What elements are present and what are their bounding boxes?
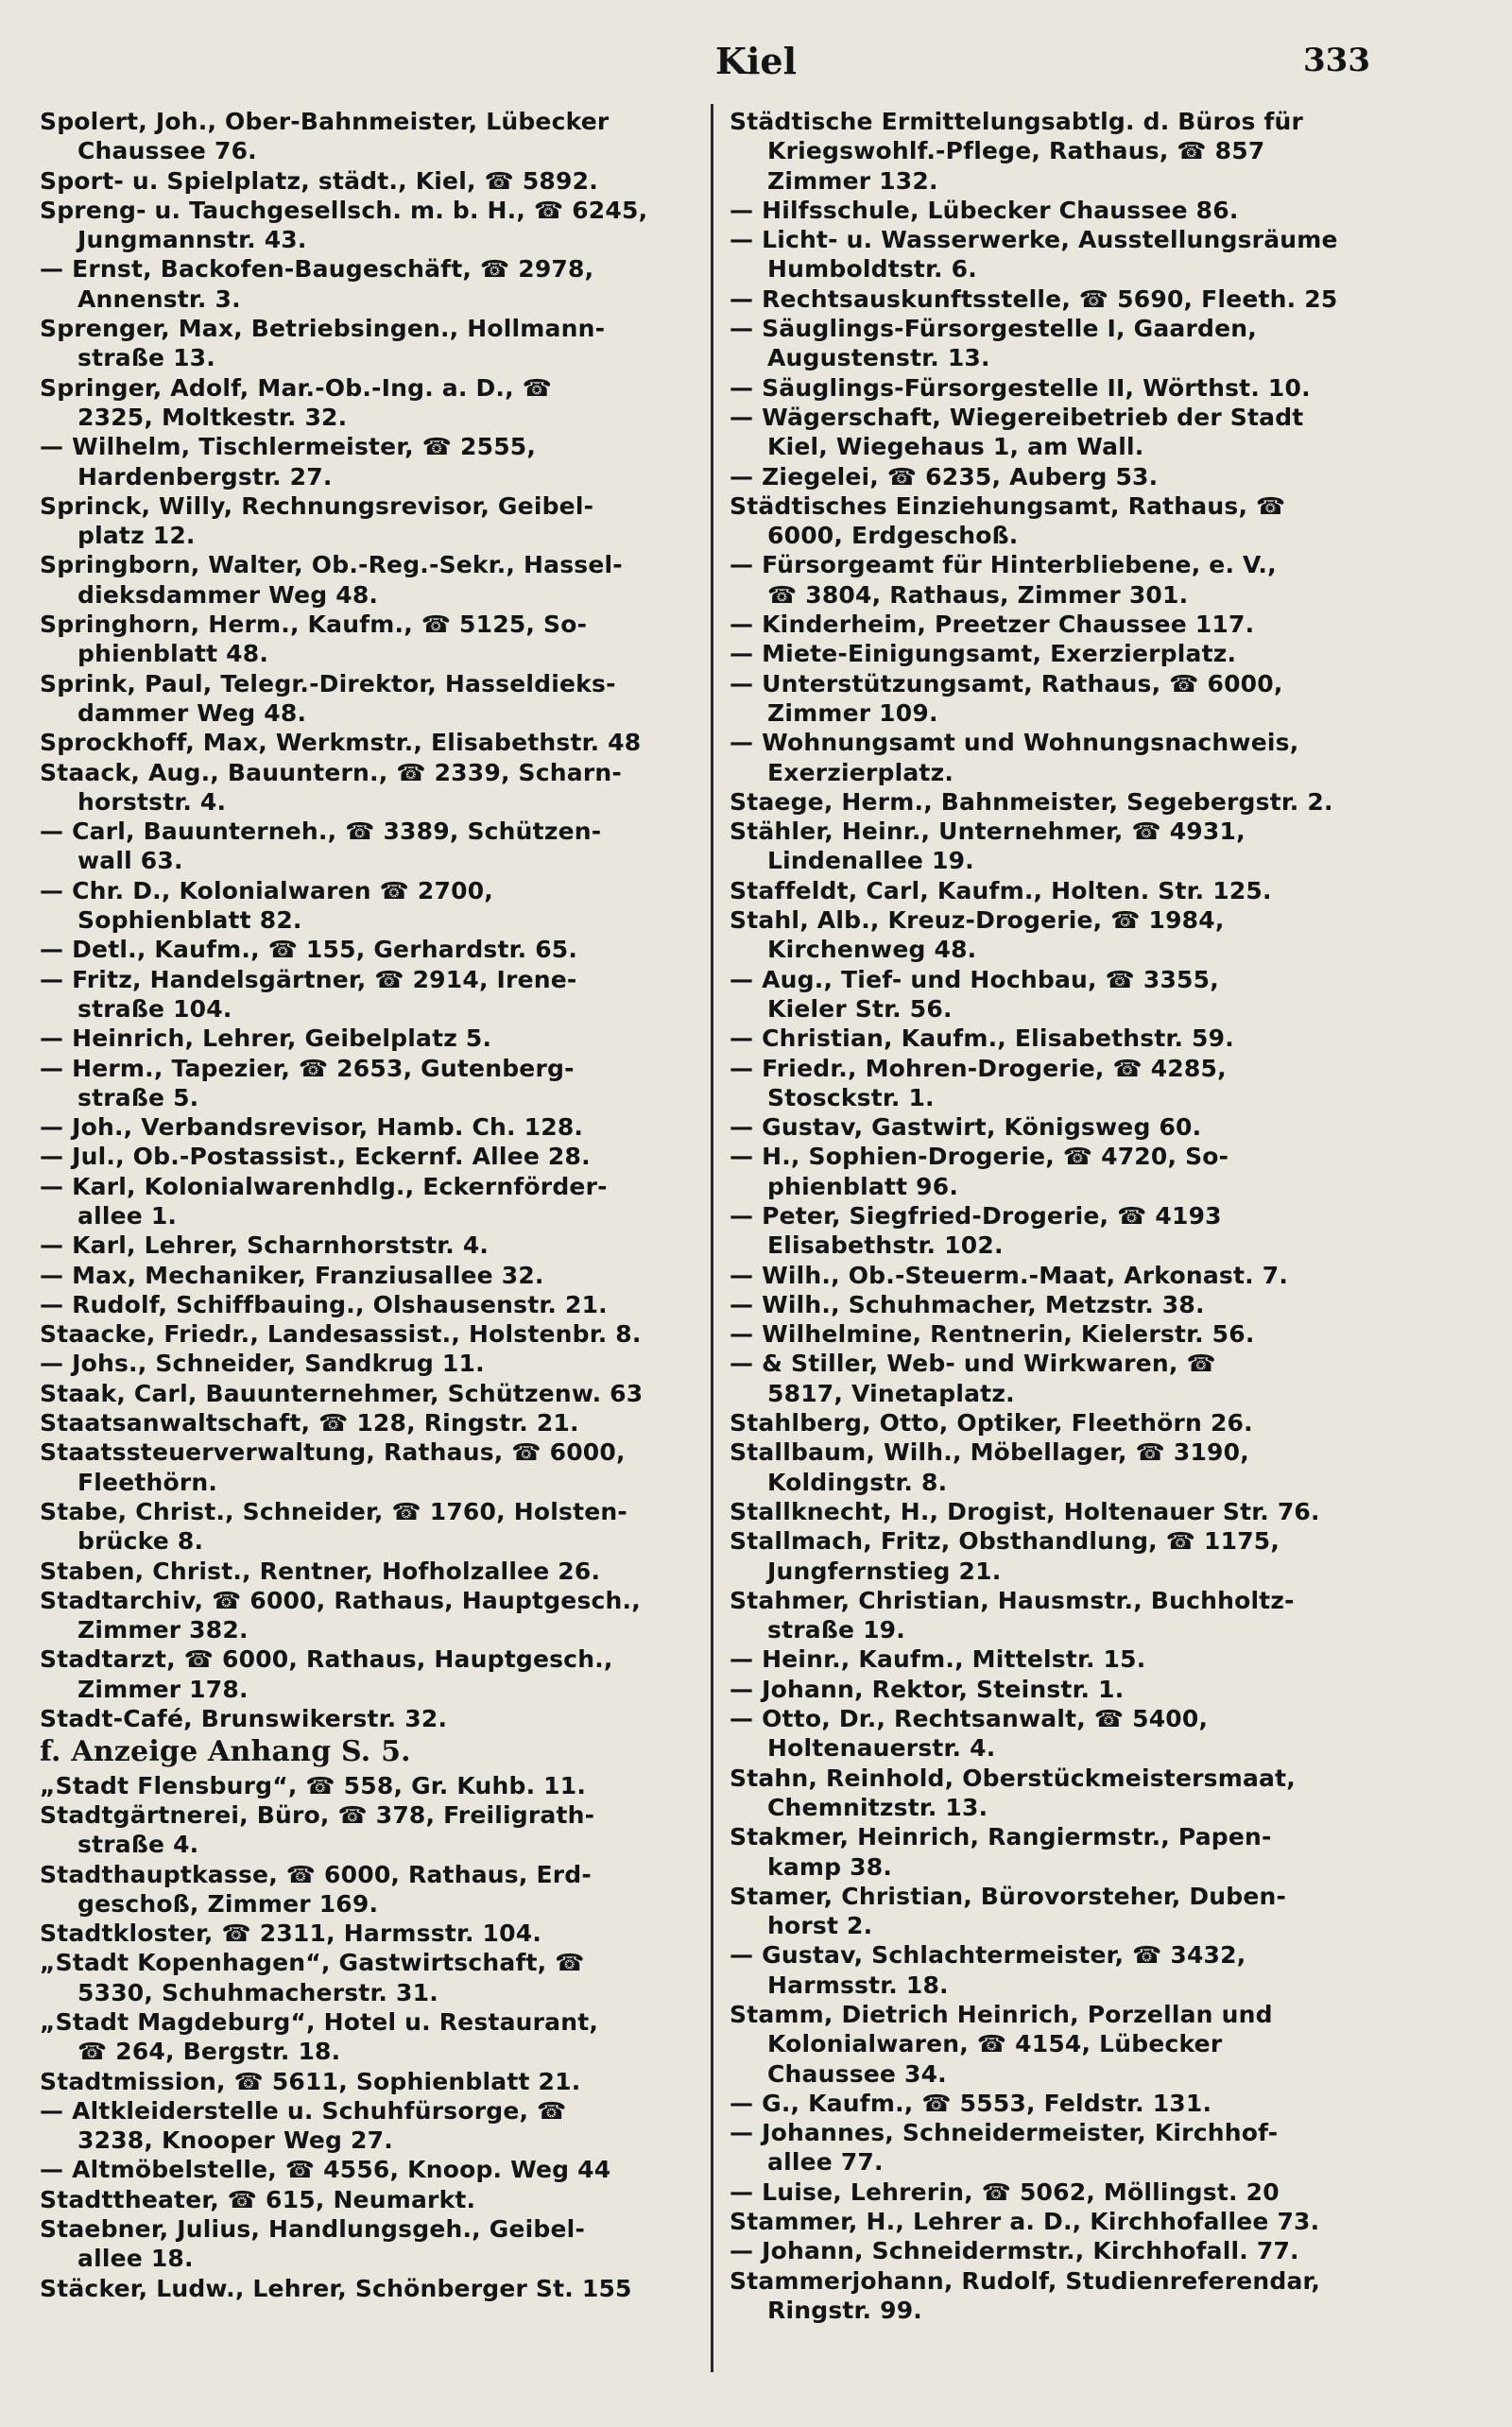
entry-line: „Stadt Flensburg“, ☎ 558, Gr. Kuhb. 11. bbox=[40, 1771, 587, 1799]
entry-continuation: phienblatt 96. bbox=[767, 1172, 959, 1200]
entry-line: Stadthauptkasse, ☎ 6000, Rathaus, Erd- bbox=[40, 1860, 592, 1888]
entry-line: Stallknecht, H., Drogist, Holtenauer Str. 76. bbox=[730, 1497, 1320, 1525]
entry-continuation: Jungfernstieg 21. bbox=[767, 1557, 1002, 1585]
directory-entry bbox=[730, 1024, 1410, 1053]
entry-line: — Säuglings-Fürsorgestelle I, Gaarden, bbox=[730, 315, 1257, 343]
entry-continuation: geschoß, Zimmer 169. bbox=[77, 1889, 379, 1918]
entry-continuation: straße 4. bbox=[77, 1831, 199, 1859]
directory-entry bbox=[730, 1822, 1410, 1882]
entry-continuation: Stosckstr. 1. bbox=[767, 1083, 935, 1111]
entry-line: Staacke, Friedr., Landesassist., Holstenbr. 8. bbox=[40, 1320, 642, 1349]
entry-line: — Fürsorgeamt für Hinterbliebene, e. V., bbox=[730, 551, 1277, 579]
entry-line: Staebner, Julius, Handlungsgeh., Geibel- bbox=[40, 2215, 586, 2244]
page-header bbox=[0, 40, 1512, 96]
directory-entry bbox=[730, 1497, 1410, 1526]
entry-line: Stadtgärtnerei, Büro, ☎ 378, Freiligrath- bbox=[40, 1800, 595, 1829]
directory-entry bbox=[730, 107, 1410, 196]
directory-entry bbox=[730, 1290, 1410, 1319]
directory-entry bbox=[40, 758, 701, 818]
entry-continuation: Kiel, Wiegehaus 1, am Wall. bbox=[767, 433, 1144, 461]
directory-entry bbox=[730, 1882, 1410, 1941]
directory-entry bbox=[730, 1319, 1410, 1349]
entry-line: Staack, Aug., Bauuntern., ☎ 2339, Scharn- bbox=[40, 758, 622, 786]
directory-entry bbox=[40, 1704, 701, 1733]
directory-entry bbox=[730, 2236, 1410, 2265]
entry-line: Staben, Christ., Rentner, Hofholzallee 26. bbox=[40, 1557, 601, 1585]
entry-continuation: straße 19. bbox=[767, 1616, 905, 1644]
directory-entry bbox=[40, 728, 701, 757]
entry-line: Stabe, Christ., Schneider, ☎ 1760, Holsten- bbox=[40, 1497, 627, 1525]
entry-line: — Luise, Lehrerin, ☎ 5062, Möllingst. 20 bbox=[730, 2177, 1280, 2206]
directory-entry bbox=[730, 817, 1410, 876]
entry-line: — Gustav, Gastwirt, Königsweg 60. bbox=[730, 1113, 1202, 1142]
entry-continuation: Exerzierplatz. bbox=[767, 758, 954, 786]
entry-line: — Kinderheim, Preetzer Chaussee 117. bbox=[730, 611, 1255, 639]
directory-entry bbox=[730, 2118, 1410, 2177]
directory-entry bbox=[40, 2185, 701, 2214]
directory-entry bbox=[40, 1379, 701, 1408]
entry-continuation: Chemnitzstr. 13. bbox=[767, 1793, 988, 1821]
entry-continuation: 3238, Knooper Weg 27. bbox=[77, 2126, 393, 2155]
entry-line: — Miete-Einigungsamt, Exerzierplatz. bbox=[730, 640, 1237, 668]
entry-continuation: Zimmer 382. bbox=[77, 1616, 249, 1644]
directory-entry bbox=[40, 2007, 701, 2067]
directory-entry bbox=[40, 491, 701, 551]
directory-entry bbox=[730, 314, 1410, 373]
directory-entry bbox=[40, 876, 701, 936]
entry-line: — Wilh., Ob.-Steuerm.-Maat, Arkonast. 7. bbox=[730, 1261, 1289, 1289]
directory-entry bbox=[40, 1437, 701, 1497]
directory-entry bbox=[730, 1437, 1410, 1497]
directory-entry bbox=[40, 669, 701, 729]
directory-entry bbox=[40, 1142, 701, 1171]
directory-entry bbox=[40, 1948, 701, 2007]
entry-line: Stakmer, Heinrich, Rangiermstr., Papen- bbox=[730, 1823, 1272, 1851]
entry-continuation: straße 104. bbox=[77, 994, 232, 1023]
entry-continuation: Elisabethstr. 102. bbox=[767, 1231, 1004, 1260]
entry-continuation: allee 1. bbox=[77, 1201, 178, 1230]
entry-line: — Detl., Kaufm., ☎ 155, Gerhardstr. 65. bbox=[40, 936, 578, 964]
entry-continuation: Kieler Str. 56. bbox=[767, 994, 953, 1023]
directory-entry bbox=[40, 1349, 701, 1378]
entry-line: — Altmöbelstelle, ☎ 4556, Knoop. Weg 44 bbox=[40, 2156, 611, 2184]
entry-continuation: 2325, Moltkestr. 32. bbox=[77, 403, 348, 431]
directory-entry bbox=[730, 1054, 1410, 1113]
entry-line: Staak, Carl, Bauunternehmer, Schützenw. 63 bbox=[40, 1379, 644, 1407]
entry-line: Springer, Adolf, Mar.-Ob.-Ing. a. D., ☎ bbox=[40, 373, 553, 402]
entry-line: — Hilfsschule, Lübecker Chaussee 86. bbox=[730, 196, 1239, 224]
entry-continuation: Holtenauerstr. 4. bbox=[767, 1734, 996, 1763]
directory-entry bbox=[730, 876, 1410, 905]
entry-continuation: Zimmer 178. bbox=[77, 1675, 249, 1703]
entry-continuation: Zimmer 109. bbox=[767, 698, 938, 727]
page-number: 333 bbox=[1303, 42, 1370, 79]
entry-line: Stahl, Alb., Kreuz-Drogerie, ☎ 1984, bbox=[730, 906, 1225, 935]
directory-entry bbox=[40, 1771, 701, 1800]
entry-line: — Gustav, Schlachtermeister, ☎ 3432, bbox=[730, 1941, 1246, 1970]
directory-entry bbox=[40, 254, 701, 314]
entry-line: — Altkleiderstelle u. Schuhfürsorge, ☎ bbox=[40, 2096, 567, 2125]
entry-continuation: platz 12. bbox=[77, 522, 196, 550]
directory-entry bbox=[40, 1261, 701, 1290]
directory-entry bbox=[730, 403, 1410, 462]
directory-entry bbox=[40, 550, 701, 610]
entry-continuation: 6000, Erdgeschoß. bbox=[767, 522, 1019, 550]
directory-entry bbox=[40, 2274, 701, 2303]
entry-line: Sprenger, Max, Betriebsingen., Hollmann- bbox=[40, 315, 606, 343]
entry-line: Städtisches Einziehungsamt, Rathaus, ☎ bbox=[730, 491, 1286, 520]
directory-entry bbox=[730, 550, 1410, 610]
directory-entry bbox=[730, 373, 1410, 403]
entry-continuation: Kriegswohlf.-Pflege, Rathaus, ☎ 857 bbox=[767, 137, 1265, 165]
entry-continuation: Sophienblatt 82. bbox=[77, 906, 302, 935]
directory-entry bbox=[40, 107, 701, 166]
left-column bbox=[40, 107, 701, 2303]
entry-line: — Ziegelei, ☎ 6235, Auberg 53. bbox=[730, 462, 1159, 491]
directory-entry bbox=[730, 1201, 1410, 1261]
entry-line: — Johann, Rektor, Steinstr. 1. bbox=[730, 1675, 1125, 1703]
entry-line: Stadtarzt, ☎ 6000, Rathaus, Hauptgesch., bbox=[40, 1645, 613, 1674]
directory-entry bbox=[730, 1526, 1410, 1586]
entry-line: Stadt-Café, Brunswikerstr. 32. bbox=[40, 1705, 448, 1733]
directory-entry bbox=[40, 166, 701, 196]
entry-continuation: dieksdammer Weg 48. bbox=[77, 580, 379, 609]
directory-entry bbox=[730, 1644, 1410, 1674]
entry-line: — Otto, Dr., Rechtsanwalt, ☎ 5400, bbox=[730, 1705, 1209, 1733]
directory-entry bbox=[730, 639, 1410, 668]
entry-line: Spolert, Joh., Ober-Bahnmeister, Lübecker bbox=[40, 108, 610, 135]
entry-continuation: Jungmannstr. 43. bbox=[77, 226, 307, 254]
directory-entry bbox=[40, 2096, 701, 2156]
entry-line: — Karl, Lehrer, Scharnhorststr. 4. bbox=[40, 1231, 490, 1260]
right-column bbox=[730, 107, 1410, 2325]
entry-line: Stamer, Christian, Bürovorsteher, Duben- bbox=[730, 1882, 1287, 1910]
directory-entry bbox=[40, 610, 701, 669]
entry-line: Stammerjohann, Rudolf, Studienreferendar, bbox=[730, 2266, 1321, 2295]
entry-line: — Peter, Siegfried-Drogerie, ☎ 4193 bbox=[730, 1201, 1222, 1230]
entry-line: — Säuglings-Fürsorgestelle II, Wörthst. 10. bbox=[730, 373, 1311, 402]
column-divider bbox=[711, 104, 713, 2372]
city-heading: Kiel bbox=[714, 40, 798, 82]
entry-line: — Carl, Bauunterneh., ☎ 3389, Schützen- bbox=[40, 818, 602, 846]
entry-line: Stallbaum, Wilh., Möbellager, ☎ 3190, bbox=[730, 1438, 1249, 1467]
directory-entry bbox=[40, 1586, 701, 1645]
entry-continuation: Hardenbergstr. 27. bbox=[77, 462, 333, 491]
directory-entry bbox=[730, 491, 1410, 551]
entry-continuation: horst 2. bbox=[767, 1912, 873, 1940]
entry-continuation: Lindenallee 19. bbox=[767, 847, 974, 875]
directory-entry bbox=[730, 1142, 1410, 1201]
directory-entry bbox=[730, 1112, 1410, 1142]
directory-entry bbox=[730, 905, 1410, 965]
directory-entry bbox=[730, 1349, 1410, 1408]
directory-entry bbox=[730, 1675, 1410, 1704]
entry-continuation: straße 13. bbox=[77, 344, 215, 372]
entry-line: Sprockhoff, Max, Werkmstr., Elisabethstr. 48 bbox=[40, 729, 642, 757]
entry-line: Stahmer, Christian, Hausmstr., Buchholtz- bbox=[730, 1586, 1295, 1614]
directory-entry bbox=[40, 373, 701, 433]
directory-entry bbox=[40, 2214, 701, 2274]
directory-entry bbox=[730, 1408, 1410, 1437]
directory-entry bbox=[40, 2067, 701, 2096]
directory-entry bbox=[730, 728, 1410, 787]
entry-line: — Rudolf, Schiffbauing., Olshausenstr. 21. bbox=[40, 1290, 608, 1318]
entry-continuation: Augustenstr. 13. bbox=[767, 344, 990, 372]
entry-line: Spreng- u. Tauchgesellsch. m. b. H., ☎ 6245, bbox=[40, 196, 648, 224]
directory-entry bbox=[730, 1586, 1410, 1645]
directory-entry bbox=[40, 1054, 701, 1113]
directory-entry bbox=[40, 1290, 701, 1319]
entry-line: — Unterstützungsamt, Rathaus, ☎ 6000, bbox=[730, 669, 1283, 697]
entry-line: — Heinr., Kaufm., Mittelstr. 15. bbox=[730, 1645, 1146, 1674]
directory-entry bbox=[40, 1319, 701, 1349]
entry-continuation: Kolonialwaren, ☎ 4154, Lübecker bbox=[767, 2030, 1223, 2058]
entry-continuation: Fleethörn. bbox=[77, 1468, 218, 1496]
directory-entry bbox=[730, 225, 1410, 284]
entry-continuation: dammer Weg 48. bbox=[77, 698, 307, 727]
entry-line: — Joh., Verbandsrevisor, Hamb. Ch. 128. bbox=[40, 1113, 584, 1142]
entry-line: Staatsanwaltschaft, ☎ 128, Ringstr. 21. bbox=[40, 1409, 579, 1437]
directory-entry bbox=[730, 787, 1410, 817]
entry-line: Staege, Herm., Bahnmeister, Segebergstr. 2. bbox=[730, 787, 1333, 816]
entry-continuation: wall 63. bbox=[77, 847, 183, 875]
directory-entry bbox=[730, 669, 1410, 729]
directory-entry bbox=[40, 2155, 701, 2184]
entry-line: „Stadt Kopenhagen“, Gastwirtschaft, ☎ bbox=[40, 1949, 585, 1977]
entry-line: — Christian, Kaufm., Elisabethstr. 59. bbox=[730, 1024, 1234, 1053]
entry-line: — Karl, Kolonialwarenhdlg., Eckernförder- bbox=[40, 1172, 608, 1200]
directory-entry bbox=[40, 196, 701, 255]
entry-line: Stadttheater, ☎ 615, Neumarkt. bbox=[40, 2185, 476, 2213]
directory-entry bbox=[730, 196, 1410, 225]
entry-continuation: horststr. 4. bbox=[77, 787, 227, 816]
entry-line: Springhorn, Herm., Kaufm., ☎ 5125, So- bbox=[40, 611, 588, 639]
directory-entry bbox=[730, 2207, 1410, 2236]
entry-continuation: straße 5. bbox=[77, 1083, 199, 1111]
entry-line: Städtische Ermittelungsabtlg. d. Büros für bbox=[730, 108, 1304, 135]
entry-line: Staatssteuerverwaltung, Rathaus, ☎ 6000, bbox=[40, 1438, 626, 1467]
entry-continuation: Zimmer 132. bbox=[767, 166, 938, 195]
entry-continuation: Ringstr. 99. bbox=[767, 2296, 922, 2324]
entry-continuation: 5330, Schuhmacherstr. 31. bbox=[77, 1978, 438, 2006]
entry-line: — Rechtsauskunftsstelle, ☎ 5690, Fleeth. 25 bbox=[730, 284, 1338, 313]
directory-entry bbox=[40, 432, 701, 491]
directory-entry bbox=[730, 1764, 1410, 1823]
entry-line: — Herm., Tapezier, ☎ 2653, Gutenberg- bbox=[40, 1054, 575, 1082]
directory-entry bbox=[40, 1919, 701, 1948]
directory-entry bbox=[40, 1497, 701, 1557]
entry-line: „Stadt Magdeburg“, Hotel u. Restaurant, bbox=[40, 2008, 599, 2036]
entry-continuation: Annenstr. 3. bbox=[77, 284, 241, 313]
entry-line: Stahn, Reinhold, Oberstückmeistersmaat, bbox=[730, 1764, 1296, 1792]
entry-line: — G., Kaufm., ☎ 5553, Feldstr. 131. bbox=[730, 2089, 1212, 2117]
entry-line: Stamm, Dietrich Heinrich, Porzellan und bbox=[730, 2001, 1273, 2028]
entry-continuation: Kirchenweg 48. bbox=[767, 936, 977, 964]
entry-line: — Wohnungsamt und Wohnungsnachweis, bbox=[730, 729, 1299, 757]
entry-continuation: brücke 8. bbox=[77, 1527, 204, 1556]
directory-entry bbox=[40, 1733, 701, 1770]
entry-continuation: allee 18. bbox=[77, 2245, 194, 2273]
directory-entry bbox=[730, 284, 1410, 314]
entry-continuation: ☎ 264, Bergstr. 18. bbox=[77, 2038, 341, 2066]
directory-entry bbox=[40, 1557, 701, 1586]
entry-continuation: Harmsstr. 18. bbox=[767, 1971, 949, 1999]
entry-continuation: 5817, Vinetaplatz. bbox=[767, 1379, 1015, 1407]
entry-line: Sport- u. Spielplatz, städt., Kiel, ☎ 5892. bbox=[40, 166, 598, 195]
entry-line: — Jul., Ob.-Postassist., Eckernf. Allee 28. bbox=[40, 1143, 591, 1171]
entry-continuation: kamp 38. bbox=[767, 1852, 893, 1881]
entry-line: — Wägerschaft, Wiegereibetrieb der Stadt bbox=[730, 403, 1304, 431]
entry-continuation: phienblatt 48. bbox=[77, 640, 269, 668]
entry-line: Stähler, Heinr., Unternehmer, ☎ 4931, bbox=[730, 818, 1246, 846]
entry-line: Stallmach, Fritz, Obsthandlung, ☎ 1175, bbox=[730, 1527, 1280, 1556]
entry-line: Stammer, H., Lehrer a. D., Kirchhofallee 73. bbox=[730, 2208, 1320, 2236]
entry-line: — Heinrich, Lehrer, Geibelplatz 5. bbox=[40, 1024, 492, 1053]
directory-entry bbox=[40, 1231, 701, 1260]
directory-entry bbox=[40, 1800, 701, 1860]
directory-entry bbox=[730, 1261, 1410, 1290]
directory-entry bbox=[730, 2089, 1410, 2118]
directory-entry bbox=[40, 1024, 701, 1053]
entry-line: — Wilhelm, Tischlermeister, ☎ 2555, bbox=[40, 433, 537, 461]
entry-line: — Fritz, Handelsgärtner, ☎ 2914, Irene- bbox=[40, 965, 577, 993]
entry-continuation: Humboldtstr. 6. bbox=[767, 255, 977, 284]
directory-entry bbox=[40, 1112, 701, 1142]
entry-line: Stäcker, Ludw., Lehrer, Schönberger St. 155 bbox=[40, 2274, 632, 2302]
entry-line: — Aug., Tief- und Hochbau, ☎ 3355, bbox=[730, 965, 1219, 993]
entry-line: — Wilhelmine, Rentnerin, Kielerstr. 56. bbox=[730, 1320, 1255, 1349]
entry-line: — Johannes, Schneidermeister, Kirchhof- bbox=[730, 2119, 1279, 2147]
directory-entry bbox=[40, 1408, 701, 1437]
entry-line: Sprinck, Willy, Rechnungsrevisor, Geibel- bbox=[40, 491, 594, 520]
entry-continuation: Chaussee 34. bbox=[767, 2059, 947, 2088]
directory-entry bbox=[40, 314, 701, 373]
directory-entry bbox=[730, 1704, 1410, 1764]
directory-entry bbox=[730, 965, 1410, 1024]
directory-entry bbox=[730, 610, 1410, 639]
entry-line: Stadtmission, ☎ 5611, Sophienblatt 21. bbox=[40, 2067, 581, 2095]
directory-entry bbox=[730, 1940, 1410, 2000]
entry-line: — Max, Mechaniker, Franziusallee 32. bbox=[40, 1261, 544, 1289]
entry-continuation: ☎ 3804, Rathaus, Zimmer 301. bbox=[767, 580, 1189, 609]
entry-line: Springborn, Walter, Ob.-Reg.-Sekr., Hassel- bbox=[40, 551, 623, 579]
entry-line: — H., Sophien-Drogerie, ☎ 4720, So- bbox=[730, 1143, 1229, 1171]
directory-entry bbox=[40, 965, 701, 1024]
entry-continuation: Koldingstr. 8. bbox=[767, 1468, 948, 1496]
entry-line: — Wilh., Schuhmacher, Metzstr. 38. bbox=[730, 1290, 1205, 1318]
directory-entry bbox=[40, 1644, 701, 1704]
directory-entry bbox=[730, 462, 1410, 491]
directory-entry bbox=[730, 2266, 1410, 2326]
entry-line: f. Anzeige Anhang S. 5. bbox=[40, 1735, 411, 1769]
entry-line: — Johann, Schneidermstr., Kirchhofall. 77. bbox=[730, 2237, 1299, 2265]
directory-entry bbox=[40, 1172, 701, 1231]
entry-continuation: allee 77. bbox=[767, 2148, 884, 2177]
entry-continuation: Chaussee 76. bbox=[77, 137, 257, 165]
directory-entry bbox=[40, 817, 701, 876]
directory-entry bbox=[40, 935, 701, 964]
entry-line: Stadtarchiv, ☎ 6000, Rathaus, Hauptgesch., bbox=[40, 1586, 641, 1614]
entry-line: Staffeldt, Carl, Kaufm., Holten. Str. 125. bbox=[730, 876, 1272, 904]
directory-entry bbox=[730, 2000, 1410, 2089]
entry-line: Stahlberg, Otto, Optiker, Fleethörn 26. bbox=[730, 1409, 1253, 1437]
entry-line: Sprink, Paul, Telegr.-Direktor, Hasseldieks- bbox=[40, 669, 616, 697]
entry-line: — Friedr., Mohren-Drogerie, ☎ 4285, bbox=[730, 1054, 1227, 1082]
entry-line: Stadtkloster, ☎ 2311, Harmsstr. 104. bbox=[40, 1919, 542, 1948]
entry-line: — Johs., Schneider, Sandkrug 11. bbox=[40, 1350, 485, 1378]
entry-line: — & Stiller, Web- und Wirkwaren, ☎ bbox=[730, 1350, 1216, 1378]
entry-line: — Licht- u. Wasserwerke, Ausstellungsräume bbox=[730, 226, 1338, 254]
entry-line: — Chr. D., Kolonialwaren ☎ 2700, bbox=[40, 876, 493, 904]
directory-entry bbox=[40, 1860, 701, 1919]
directory-entry bbox=[730, 2177, 1410, 2207]
entry-line: — Ernst, Backofen-Baugeschäft, ☎ 2978, bbox=[40, 255, 594, 284]
